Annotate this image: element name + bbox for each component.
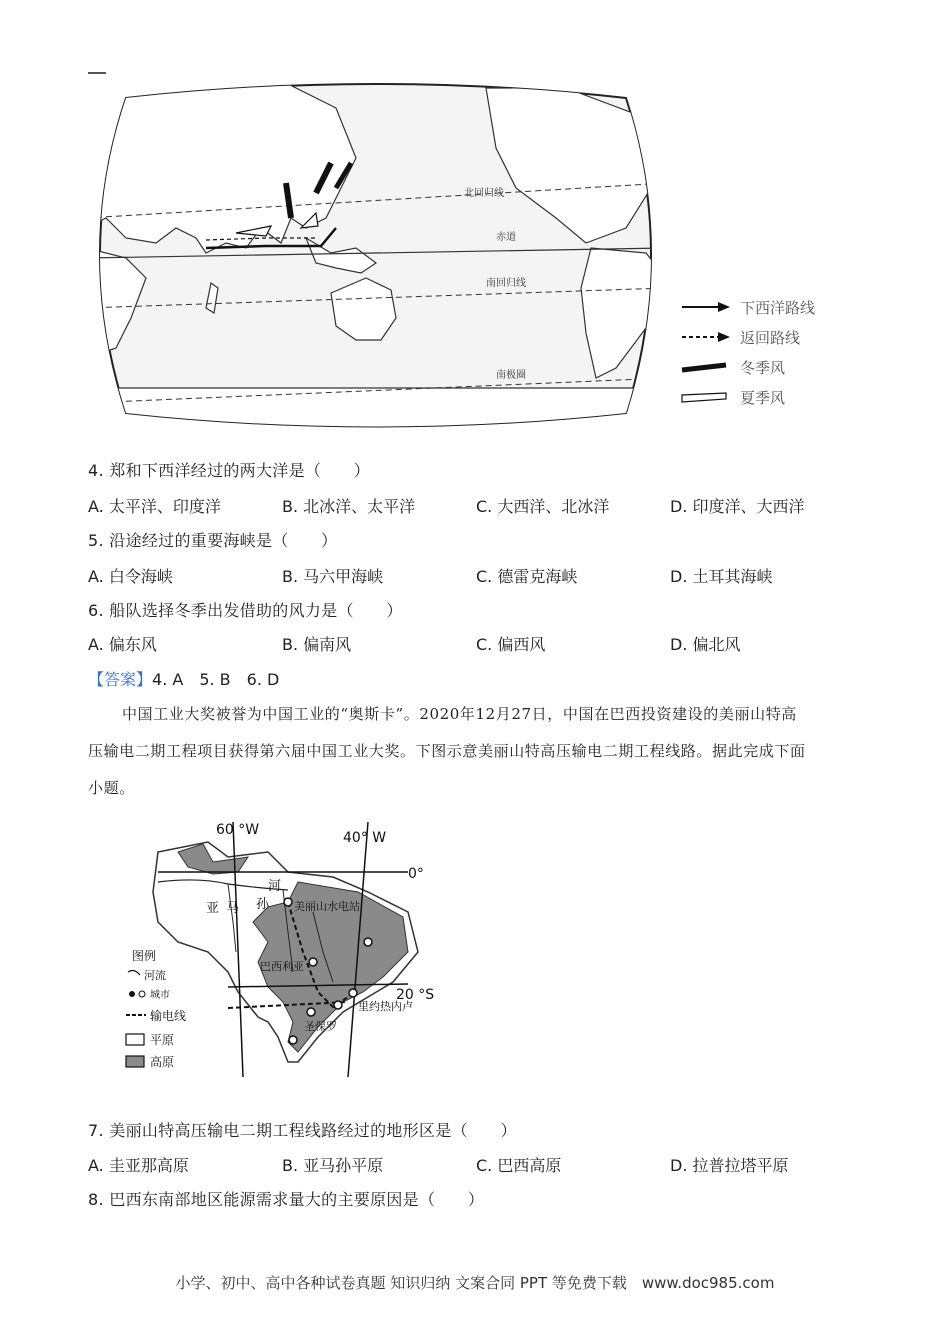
legend-label: 高原 bbox=[150, 1055, 175, 1069]
legend-label: 河流 bbox=[144, 969, 166, 982]
equator-label: 赤道 bbox=[496, 232, 516, 243]
plateau-legend-icon bbox=[126, 1056, 144, 1067]
solid-arrow-icon bbox=[680, 300, 732, 314]
lon-60w-label: 60 °W bbox=[216, 822, 260, 838]
legend-label: 下西洋路线 bbox=[740, 298, 816, 317]
answer-line bbox=[88, 667, 279, 690]
antarctic-circle-label: 南极圈 bbox=[496, 370, 526, 381]
option-4d: D. 印度洋、大西洋 bbox=[670, 497, 805, 516]
river-label: 马 bbox=[226, 901, 240, 916]
city-marker bbox=[289, 1036, 297, 1044]
south-america-landmass bbox=[581, 248, 666, 378]
city-marker bbox=[349, 989, 357, 997]
legend-label: 输电线 bbox=[150, 1009, 187, 1023]
passage-line-3: 小题。 bbox=[88, 779, 135, 797]
option-6c: C. 偏西风 bbox=[476, 635, 546, 654]
city-marker bbox=[334, 1001, 342, 1009]
question-6 bbox=[88, 598, 403, 621]
question-text: 郑和下西洋经过的两大洋是（ ） bbox=[109, 461, 371, 480]
option-7b: B. 亚马孙平原 bbox=[282, 1156, 384, 1175]
summer-wind-icon bbox=[680, 390, 732, 404]
question-number: 8. bbox=[88, 1190, 104, 1209]
city-legend-icon bbox=[139, 991, 145, 997]
legend-item bbox=[680, 352, 860, 382]
question-number: 4. bbox=[88, 461, 104, 480]
legend-item bbox=[680, 382, 860, 412]
antarctica-landmass bbox=[86, 388, 666, 428]
option-6a: A. 偏东风 bbox=[88, 635, 157, 654]
question-text: 美丽山特高压输电二期工程线路经过的地形区是（ ） bbox=[109, 1121, 517, 1140]
station-label: 美丽山水电站 bbox=[294, 900, 360, 913]
city-legend-icon bbox=[129, 991, 135, 997]
lon-40w-label: 40° W bbox=[343, 830, 387, 846]
plain-legend-icon bbox=[126, 1034, 144, 1045]
page-footer: 小学、初中、高中各种试卷真题 知识归纳 文案合同 PPT 等免费下载 www.doc985.com bbox=[175, 1274, 775, 1292]
answer-label: 【答案】 bbox=[88, 670, 153, 689]
question-7 bbox=[88, 1118, 517, 1141]
world-map bbox=[86, 78, 666, 428]
brasilia-label: 巴西利亚 bbox=[260, 960, 304, 973]
legend-label: 冬季风 bbox=[740, 358, 786, 377]
river-label: 孙 bbox=[256, 897, 270, 912]
option-7c: C. 巴西高原 bbox=[476, 1156, 562, 1175]
page-dash bbox=[88, 72, 106, 74]
option-5a: A. 白令海峡 bbox=[88, 567, 173, 586]
legend-title: 图例 bbox=[132, 949, 157, 963]
river-label: 亚 bbox=[206, 901, 220, 916]
question-text: 巴西东南部地区能源需求量大的主要原因是（ ） bbox=[109, 1190, 485, 1209]
option-7d: D. 拉普拉塔平原 bbox=[670, 1156, 789, 1175]
option-5b: B. 马六甲海峡 bbox=[282, 567, 384, 586]
lat-20s-label: 20 °S bbox=[396, 987, 435, 1003]
tropic-capricorn-label: 南回归线 bbox=[486, 278, 526, 289]
option-5d: D. 土耳其海峡 bbox=[670, 567, 773, 586]
answer-value: 4. A 5. B 6. D bbox=[152, 670, 280, 689]
option-6d: D. 偏北风 bbox=[670, 635, 741, 654]
winter-wind-icon bbox=[680, 360, 732, 374]
option-4b: B. 北冰洋、太平洋 bbox=[282, 497, 416, 516]
question-8 bbox=[88, 1187, 484, 1210]
passage-line-1: 中国工业大奖被誉为中国工业的“奥斯卡”。2020年12月27日，中国在巴西投资建设的美丽山特高 bbox=[122, 705, 797, 723]
legend-label: 平原 bbox=[150, 1033, 175, 1047]
passage-line-2: 压输电二期工程项目获得第六届中国工业大奖。下图示意美丽山特高压输电二期工程线路。据此完成下面 bbox=[88, 742, 806, 760]
question-number: 7. bbox=[88, 1121, 104, 1140]
brazil-map bbox=[118, 812, 448, 1082]
option-7a: A. 圭亚那高原 bbox=[88, 1156, 189, 1175]
question-5 bbox=[88, 528, 337, 551]
legend-label: 城市 bbox=[150, 990, 170, 1001]
rio-label: 里约热内卢 bbox=[358, 1000, 413, 1013]
option-4a: A. 太平洋、印度洋 bbox=[88, 497, 221, 516]
city-marker bbox=[309, 958, 317, 966]
tropic-cancer-label: 北回归线 bbox=[464, 188, 504, 199]
equator-label: 0° bbox=[408, 866, 424, 882]
question-number: 5. bbox=[88, 531, 104, 550]
city-marker bbox=[307, 1008, 315, 1016]
saopaulo-label: 圣保罗 bbox=[304, 1020, 337, 1033]
question-4 bbox=[88, 458, 370, 481]
legend-label: 夏季风 bbox=[740, 388, 786, 407]
question-text: 船队选择冬季出发借助的风力是（ ） bbox=[109, 601, 403, 620]
option-5c: C. 德雷克海峡 bbox=[476, 567, 578, 586]
dashed-arrow-icon bbox=[680, 330, 732, 344]
option-4c: C. 大西洋、北冰洋 bbox=[476, 497, 610, 516]
river-label: 河 bbox=[268, 879, 282, 894]
legend-item bbox=[680, 322, 860, 352]
option-6b: B. 偏南风 bbox=[282, 635, 352, 654]
city-marker bbox=[364, 938, 372, 946]
map1-legend bbox=[680, 292, 860, 412]
question-number: 6. bbox=[88, 601, 104, 620]
legend-item bbox=[680, 292, 860, 322]
question-text: 沿途经过的重要海峡是（ ） bbox=[109, 531, 338, 550]
city-marker bbox=[284, 898, 292, 906]
legend-label: 返回路线 bbox=[740, 328, 801, 347]
